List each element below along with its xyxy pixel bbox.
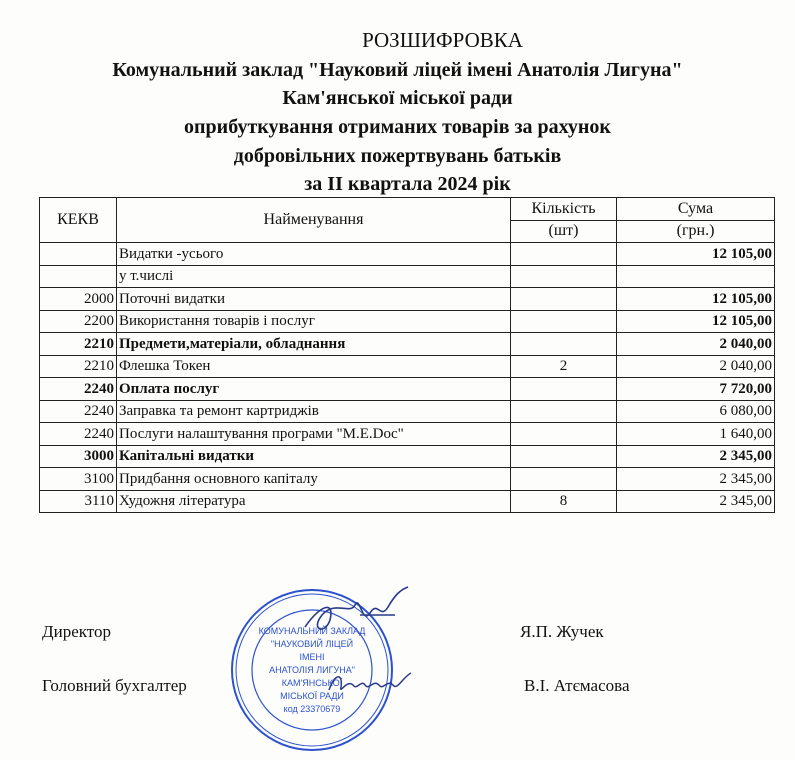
header-code: КЕКВ	[40, 198, 117, 243]
stamp-line: КАМ'ЯНСЬКОЇ	[281, 678, 343, 688]
row-sum: 1 640,00	[617, 423, 775, 446]
header-sum-unit: (грн.)	[617, 220, 775, 243]
row-code	[40, 265, 117, 288]
row-sum	[617, 265, 775, 288]
row-code: 2240	[40, 378, 117, 401]
table-row	[40, 468, 775, 491]
row-qty	[511, 445, 617, 468]
header-qty: Кількість	[511, 198, 617, 221]
stamp-line: "НАУКОВИЙ ЛІЦЕЙ	[270, 639, 354, 649]
row-sum: 2 040,00	[617, 355, 775, 378]
row-qty: 8	[511, 490, 617, 513]
doc-subtitle-3: оприбуткування отриманих товарів за рахунок	[184, 116, 611, 138]
row-name: Флешка Токен	[117, 355, 511, 378]
row-qty	[511, 288, 617, 311]
row-sum: 6 080,00	[617, 400, 775, 423]
row-name: Капітальні видатки	[117, 445, 511, 468]
row-qty	[511, 333, 617, 356]
doc-title: РОЗШИФРОВКА	[362, 28, 523, 52]
table-row	[40, 423, 775, 446]
row-qty	[511, 378, 617, 401]
row-sum: 2 345,00	[617, 490, 775, 513]
table-row	[40, 243, 775, 266]
table-row	[40, 288, 775, 311]
row-sum: 12 105,00	[617, 243, 775, 266]
stamp-line: код 23370679	[283, 704, 341, 714]
doc-subtitle-1: Комунальний заклад "Науковий ліцей імені Анатолія Лигуна"	[112, 59, 683, 81]
director-name: Я.П. Жучек	[520, 622, 604, 641]
row-qty	[511, 400, 617, 423]
row-qty	[511, 468, 617, 491]
row-name: Послуги налаштування програми "M.E.Doc"	[117, 423, 511, 446]
row-name: Заправка та ремонт картриджів	[117, 400, 511, 423]
row-sum: 2 345,00	[617, 468, 775, 491]
stamp-line: АНАТОЛІЯ ЛИГУНА"	[269, 665, 355, 675]
row-code: 2200	[40, 310, 117, 333]
table-row	[40, 378, 775, 401]
row-qty	[511, 310, 617, 333]
row-code: 2240	[40, 400, 117, 423]
header-qty-unit: (шт)	[511, 220, 617, 243]
row-code: 2000	[40, 288, 117, 311]
row-qty: 2	[511, 355, 617, 378]
accountant-signature	[325, 665, 415, 700]
row-code: 2210	[40, 355, 117, 378]
row-name: Оплата послуг	[117, 378, 511, 401]
director-signature	[300, 585, 415, 645]
row-name: у т.числі	[117, 265, 511, 288]
table-row	[40, 333, 775, 356]
row-qty	[511, 243, 617, 266]
row-sum: 12 105,00	[617, 288, 775, 311]
table-row	[40, 400, 775, 423]
row-name: Поточні видатки	[117, 288, 511, 311]
row-name: Придбання основного капіталу	[117, 468, 511, 491]
row-code: 2240	[40, 423, 117, 446]
row-code: 3100	[40, 468, 117, 491]
header-name: Найменування	[117, 198, 511, 243]
table-row	[40, 265, 775, 288]
row-name: Видатки -усього	[117, 243, 511, 266]
row-sum: 12 105,00	[617, 310, 775, 333]
doc-subtitle-4: добровільних пожертвувань батьків	[233, 145, 562, 167]
accountant-label: Головний бухгалтер	[42, 676, 187, 695]
accountant-name: В.І. Атємасова	[524, 676, 630, 695]
row-code: 3110	[40, 490, 117, 513]
row-name: Предмети,матеріали, обладнання	[117, 333, 511, 356]
table-row	[40, 355, 775, 378]
row-sum: 7 720,00	[617, 378, 775, 401]
row-name: Художня література	[117, 490, 511, 513]
table-row	[40, 445, 775, 468]
row-code	[40, 243, 117, 266]
row-sum: 2 040,00	[617, 333, 775, 356]
director-label: Директор	[42, 622, 111, 641]
row-code: 2210	[40, 333, 117, 356]
row-name: Використання товарів і послуг	[117, 310, 511, 333]
row-sum: 2 345,00	[617, 445, 775, 468]
doc-period: за II квартала 2024 рік	[304, 173, 511, 195]
stamp-line: КОМУНАЛЬНИЙ ЗАКЛАД	[258, 626, 366, 636]
expense-table	[39, 197, 775, 513]
doc-subtitle-2: Кам'янської міської ради	[282, 87, 513, 109]
table-row	[40, 490, 775, 513]
table-row	[40, 310, 775, 333]
row-code: 3000	[40, 445, 117, 468]
row-qty	[511, 423, 617, 446]
row-qty	[511, 265, 617, 288]
stamp-line: ІМЕНІ	[299, 652, 325, 662]
header-sum: Сума	[617, 198, 775, 221]
stamp-line: МІСЬКОЇ РАДИ	[280, 691, 344, 701]
